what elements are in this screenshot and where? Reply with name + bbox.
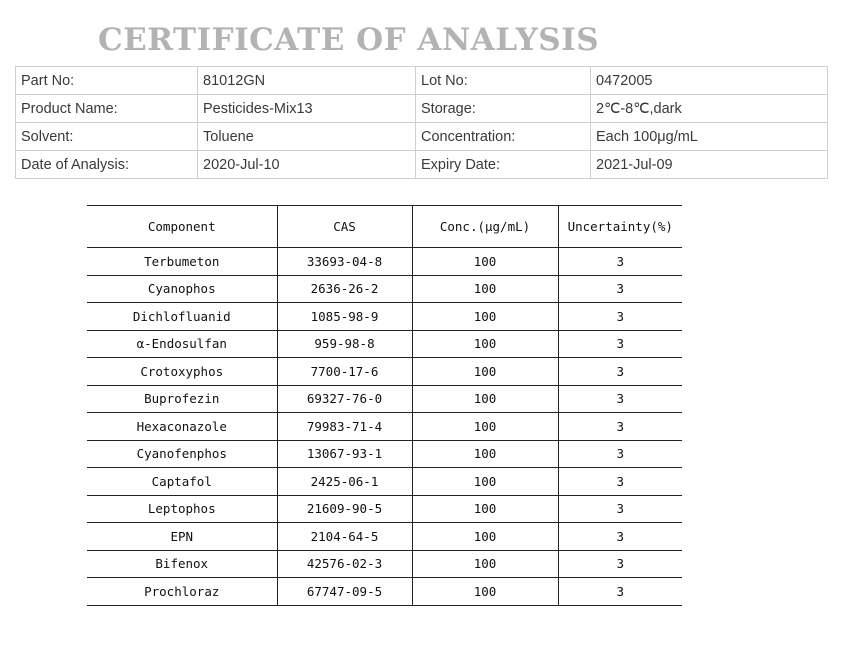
component-cas: 13067-93-1 (277, 440, 412, 468)
part-no-value: 81012GN (198, 67, 416, 95)
components-header-row (87, 206, 682, 248)
component-conc: 100 (412, 495, 558, 523)
product-name-label: Product Name: (16, 95, 198, 123)
table-row (87, 495, 682, 523)
component-name: Cyanofenphos (87, 440, 277, 468)
component-name: α-Endosulfan (87, 330, 277, 358)
component-name: Leptophos (87, 495, 277, 523)
component-cas: 69327-76-0 (277, 385, 412, 413)
table-row (87, 440, 682, 468)
storage-value: 2℃-8℃,dark (591, 95, 828, 123)
component-cas: 33693-04-8 (277, 248, 412, 276)
info-row-solvent (16, 123, 828, 151)
component-cas: 21609-90-5 (277, 495, 412, 523)
component-uncertainty: 3 (558, 495, 682, 523)
component-uncertainty: 3 (558, 330, 682, 358)
component-cas: 2636-26-2 (277, 275, 412, 303)
table-row (87, 523, 682, 551)
table-row (87, 385, 682, 413)
component-name: EPN (87, 523, 277, 551)
component-uncertainty: 3 (558, 303, 682, 331)
component-conc: 100 (412, 330, 558, 358)
component-cas: 959-98-8 (277, 330, 412, 358)
table-row (87, 578, 682, 606)
solvent-label: Solvent: (16, 123, 198, 151)
component-uncertainty: 3 (558, 578, 682, 606)
component-name: Cyanophos (87, 275, 277, 303)
component-cas: 2425-06-1 (277, 468, 412, 496)
component-uncertainty: 3 (558, 523, 682, 551)
expiry-date-label: Expiry Date: (416, 151, 591, 179)
component-cas: 2104-64-5 (277, 523, 412, 551)
component-cas: 79983-71-4 (277, 413, 412, 441)
components-table (87, 205, 682, 606)
analysis-date-label: Date of Analysis: (16, 151, 198, 179)
lot-no-value: 0472005 (591, 67, 828, 95)
table-row (87, 358, 682, 386)
component-conc: 100 (412, 440, 558, 468)
product-name-value: Pesticides-Mix13 (198, 95, 416, 123)
component-conc: 100 (412, 413, 558, 441)
certificate-title: CERTIFICATE OF ANALYSIS (98, 22, 600, 58)
component-name: Captafol (87, 468, 277, 496)
header-concentration: Conc.(μg/mL) (412, 206, 558, 248)
component-conc: 100 (412, 385, 558, 413)
expiry-date-value: 2021-Jul-09 (591, 151, 828, 179)
component-uncertainty: 3 (558, 440, 682, 468)
product-info-table (15, 66, 828, 179)
table-row (87, 413, 682, 441)
component-conc: 100 (412, 578, 558, 606)
table-row (87, 303, 682, 331)
header-uncertainty: Uncertainty(%) (558, 206, 682, 248)
component-conc: 100 (412, 358, 558, 386)
component-name: Prochloraz (87, 578, 277, 606)
concentration-label: Concentration: (416, 123, 591, 151)
component-conc: 100 (412, 275, 558, 303)
table-row (87, 468, 682, 496)
component-uncertainty: 3 (558, 413, 682, 441)
component-name: Terbumeton (87, 248, 277, 276)
component-cas: 7700-17-6 (277, 358, 412, 386)
lot-no-label: Lot No: (416, 67, 591, 95)
component-name: Dichlofluanid (87, 303, 277, 331)
table-row (87, 275, 682, 303)
concentration-value: Each 100μg/mL (591, 123, 828, 151)
component-conc: 100 (412, 303, 558, 331)
analysis-date-value: 2020-Jul-10 (198, 151, 416, 179)
component-name: Buprofezin (87, 385, 277, 413)
component-cas: 42576-02-3 (277, 550, 412, 578)
component-uncertainty: 3 (558, 248, 682, 276)
component-cas: 67747-09-5 (277, 578, 412, 606)
storage-label: Storage: (416, 95, 591, 123)
info-row-product (16, 95, 828, 123)
header-cas: CAS (277, 206, 412, 248)
component-uncertainty: 3 (558, 275, 682, 303)
info-row-dates (16, 151, 828, 179)
component-conc: 100 (412, 550, 558, 578)
table-row (87, 550, 682, 578)
component-conc: 100 (412, 468, 558, 496)
component-name: Crotoxyphos (87, 358, 277, 386)
table-row (87, 248, 682, 276)
component-uncertainty: 3 (558, 550, 682, 578)
component-name: Hexaconazole (87, 413, 277, 441)
component-conc: 100 (412, 523, 558, 551)
header-component: Component (87, 206, 277, 248)
solvent-value: Toluene (198, 123, 416, 151)
component-name: Bifenox (87, 550, 277, 578)
part-no-label: Part No: (16, 67, 198, 95)
table-row (87, 330, 682, 358)
component-uncertainty: 3 (558, 468, 682, 496)
info-row-part (16, 67, 828, 95)
component-uncertainty: 3 (558, 358, 682, 386)
component-conc: 100 (412, 248, 558, 276)
component-cas: 1085-98-9 (277, 303, 412, 331)
component-uncertainty: 3 (558, 385, 682, 413)
